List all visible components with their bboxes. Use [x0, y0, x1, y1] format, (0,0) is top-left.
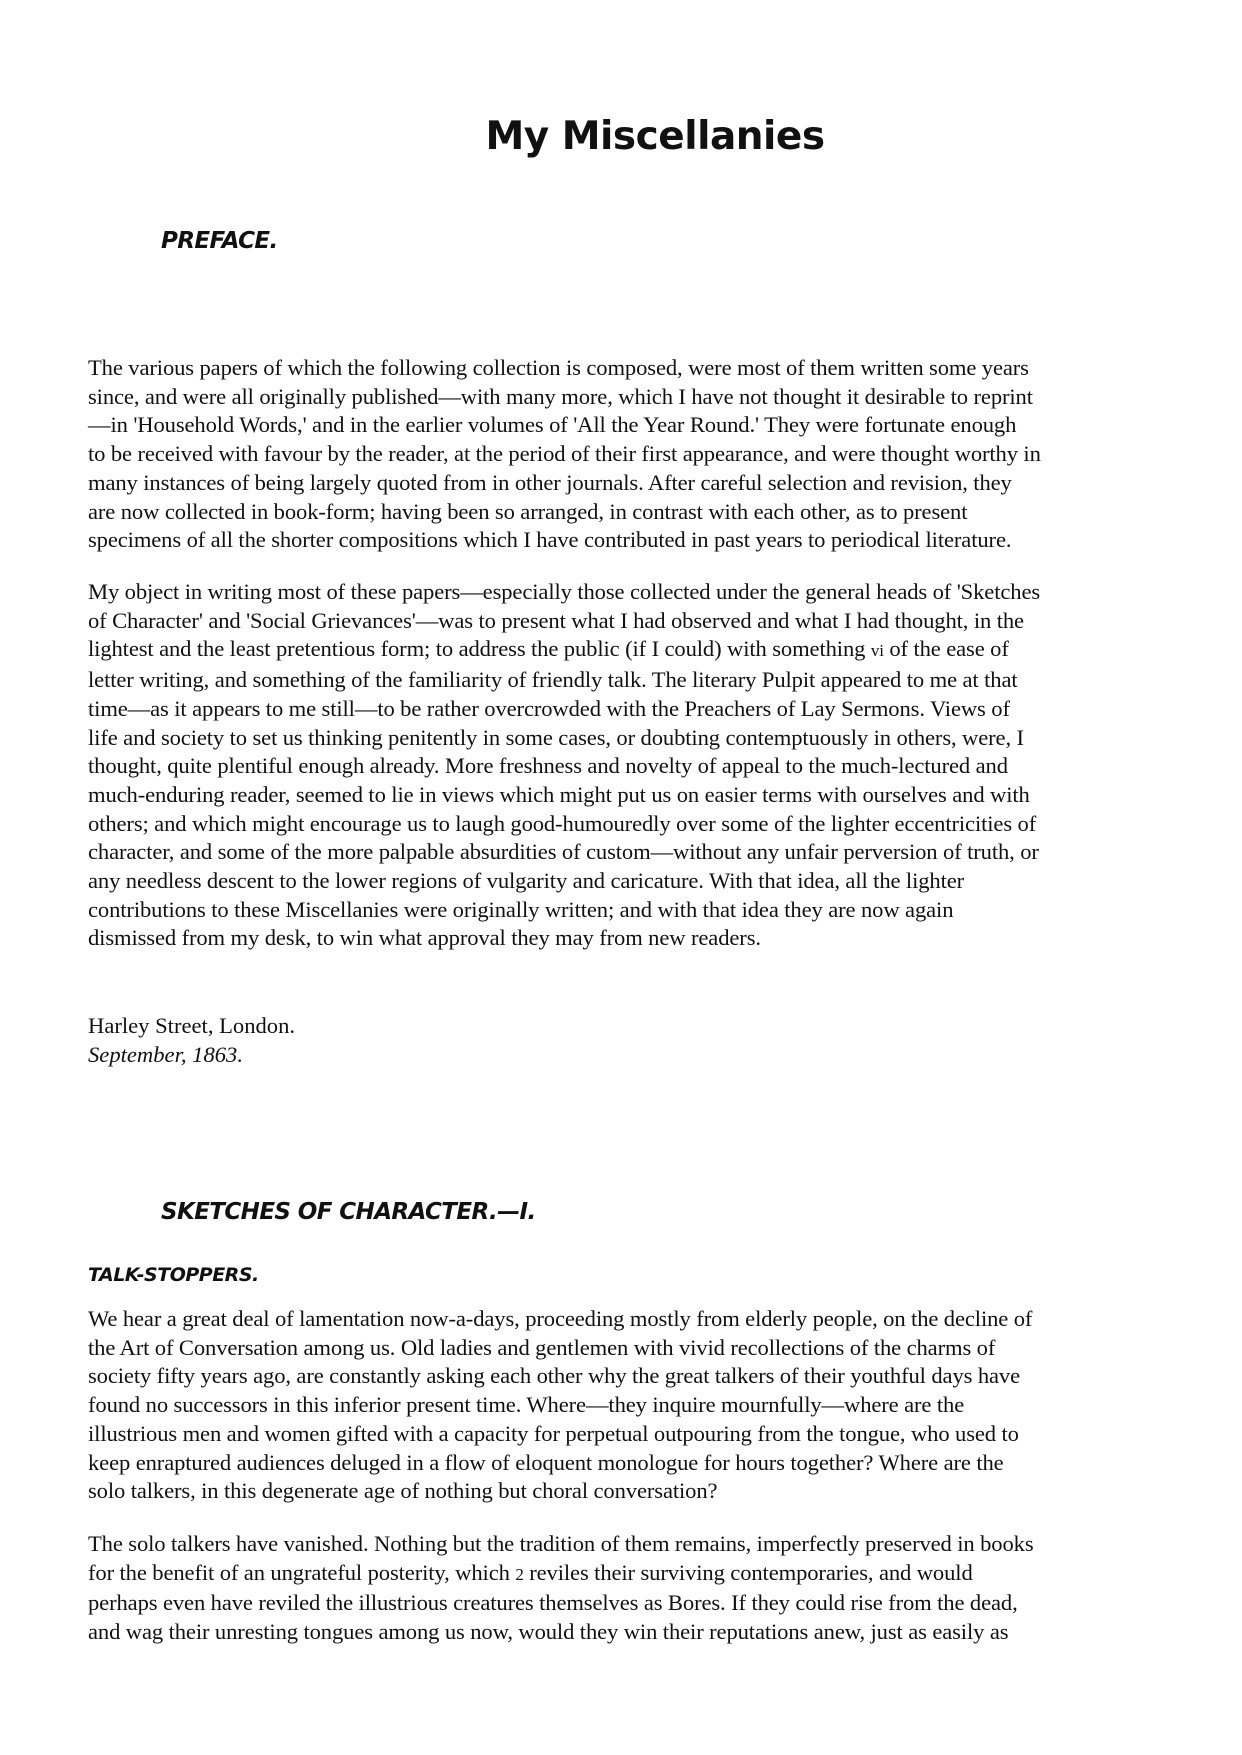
text-line: specimens of all the shorter compositions which I have contributed in past years to periodical literature. [88, 527, 1012, 553]
book-title: My Miscellanies [485, 114, 825, 159]
sketches-paragraph-1 [88, 1305, 1168, 1506]
text-line: The solo talkers have vanished. Nothing but the tradition of them remains, imperfectly preserved in books [88, 1531, 1034, 1556]
text-line: perhaps even have reviled the illustrious creatures themselves as Bores. If they could rise from the dead, [88, 1590, 1018, 1616]
text-line: time—as it appears to me still—to be rather overcrowded with the Preachers of Lay Sermons. Views of [88, 695, 1010, 721]
text-line: illustrious men and women gifted with a capacity for perpetual outpouring from the tongue, who used to [88, 1420, 1019, 1446]
text-line: dismissed from my desk, to win what approval they may from new readers. [88, 925, 761, 951]
text-segment: for the benefit of an ungrateful posterity, which [88, 1559, 516, 1585]
text-line: many instances of being largely quoted from in other journals. After careful selection and revision, they [88, 469, 1012, 495]
text-line: The various papers of which the following collection is composed, were most of them written some years [88, 355, 1029, 380]
preface-heading: PREFACE. [161, 228, 278, 254]
text-line: solo talkers, in this degenerate age of nothing but choral conversation? [88, 1478, 718, 1504]
text-line [88, 635, 1168, 666]
signature-place: Harley Street, London. [88, 1013, 296, 1038]
text-line: life and society to set us thinking penitently in some cases, or doubting contemptuously in others, were, I [88, 724, 1024, 750]
text-line: thought, quite plentiful enough already. More freshness and novelty of appeal to the much-lectured and [88, 753, 1008, 779]
text-line: —in 'Household Words,' and in the earlier volumes of 'All the Year Round.' They were fortunate enough [88, 412, 1017, 438]
preface-paragraph-1 [88, 354, 1168, 555]
text-line: any needless descent to the lower regions of vulgarity and caricature. With that idea, all the lighter [88, 868, 965, 894]
text-line: My object in writing most of these papers—especially those collected under the general heads of 'Sketches [88, 579, 1041, 604]
text-line: found no successors in this inferior present time. Where—they inquire mournfully—where are the [88, 1392, 965, 1418]
page-number-marker: 2 [515, 1564, 524, 1584]
text-segment: of the ease of [883, 636, 1009, 662]
text-line: and wag their unresting tongues among us now, would they win their reputations anew, just as easily as [88, 1619, 1009, 1645]
text-segment: reviles their surviving contemporaries, and would [523, 1559, 973, 1585]
preface-paragraph-2 [88, 578, 1168, 953]
text-line: We hear a great deal of lamentation now-a-days, proceeding mostly from elderly people, on the decline of [88, 1306, 1033, 1331]
text-line: character, and some of the more palpable absurdities of custom—without any unfair perversion of truth, or [88, 839, 1039, 865]
sketches-paragraph-2 [88, 1530, 1168, 1647]
text-line: since, and were all originally published—with many more, which I have not thought it desirable to reprint [88, 383, 1033, 409]
text-line: society fifty years ago, are constantly asking each other why the great talkers of their youthful days have [88, 1363, 1021, 1389]
sketches-heading: SKETCHES OF CHARACTER.—I. [161, 1199, 536, 1225]
text-line: letter writing, and something of the familiarity of friendly talk. The literary Pulpit appeared to me at that [88, 667, 1018, 693]
text-line: others; and which might encourage us to laugh good-humouredly over some of the lighter eccentricities of [88, 810, 1037, 836]
text-segment: lightest and the least pretentious form; to address the public (if I could) with something [88, 636, 871, 662]
signature-date: September, 1863. [88, 1041, 243, 1067]
text-line: keep enraptured audiences deluged in a flow of eloquent monologue for hours together? Where are the [88, 1449, 1004, 1475]
text-line: much-enduring reader, seemed to lie in views which might put us on easier terms with ourselves and with [88, 781, 1030, 807]
text-line: the Art of Conversation among us. Old ladies and gentlemen with vivid recollections of the charms of [88, 1334, 996, 1360]
text-line: are now collected in book-form; having been so arranged, in contrast with each other, as to present [88, 498, 968, 524]
page-number-marker: vi [870, 641, 884, 661]
text-line [88, 1559, 1168, 1590]
text-line: contributions to these Miscellanies were originally written; and with that idea they are now again [88, 896, 954, 922]
talk-stoppers-subheading: TALK-STOPPERS. [88, 1264, 259, 1286]
preface-signature [88, 1012, 295, 1069]
text-line: to be received with favour by the reader, at the period of their first appearance, and were thought worthy in [88, 441, 1041, 467]
text-line: of Character' and 'Social Grievances'—was to present what I had observed and what I had thought, in the [88, 607, 1024, 633]
